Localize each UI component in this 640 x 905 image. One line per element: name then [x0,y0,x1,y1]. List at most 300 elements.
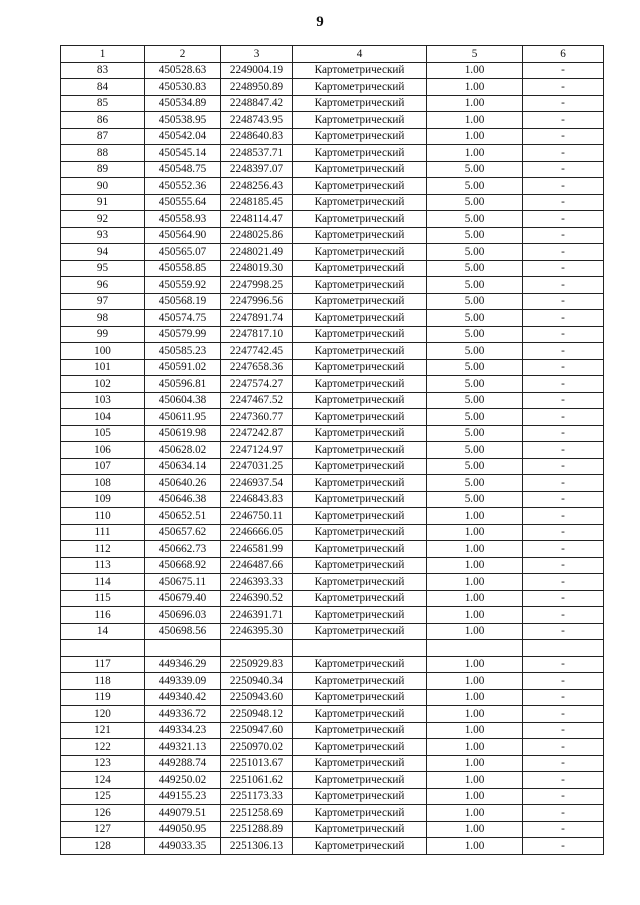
point-number-cell: 96 [61,277,145,294]
point-number-cell: 127 [61,821,145,838]
accuracy-cell: 1.00 [427,821,523,838]
x-coordinate-cell: 450528.63 [145,62,221,79]
note-cell: - [523,491,604,508]
x-coordinate-cell: 449336.72 [145,706,221,723]
table-row [61,739,604,756]
note-cell: - [523,62,604,79]
point-number-cell: 122 [61,739,145,756]
column-header: 2 [145,46,221,63]
note-cell: - [523,442,604,459]
x-coordinate-cell: 450538.95 [145,112,221,129]
note-cell: - [523,739,604,756]
accuracy-cell: 5.00 [427,211,523,228]
y-coordinate-cell: 2246750.11 [221,508,293,525]
y-coordinate-cell: 2247242.87 [221,425,293,442]
accuracy-cell: 5.00 [427,178,523,195]
point-number-cell: 104 [61,409,145,426]
note-cell: - [523,326,604,343]
y-coordinate-cell: 2248847.42 [221,95,293,112]
method-cell: Картометрический [293,739,427,756]
accuracy-cell: 5.00 [427,376,523,393]
point-number-cell: 101 [61,359,145,376]
table-row [61,722,604,739]
method-cell: Картометрический [293,178,427,195]
accuracy-cell: 5.00 [427,161,523,178]
x-coordinate-cell: 449250.02 [145,772,221,789]
accuracy-cell: 1.00 [427,574,523,591]
method-cell: Картометрический [293,607,427,624]
x-coordinate-cell: 450591.02 [145,359,221,376]
column-header: 1 [61,46,145,63]
note-cell: - [523,359,604,376]
point-number-cell: 110 [61,508,145,525]
method-cell: Картометрический [293,755,427,772]
note-cell [523,640,604,657]
method-cell: Картометрический [293,293,427,310]
table-row [61,293,604,310]
point-number-cell: 119 [61,689,145,706]
y-coordinate-cell: 2246395.30 [221,623,293,640]
accuracy-cell: 1.00 [427,623,523,640]
note-cell: - [523,128,604,145]
method-cell: Картометрический [293,95,427,112]
note-cell: - [523,755,604,772]
note-cell: - [523,343,604,360]
column-header: 4 [293,46,427,63]
method-cell: Картометрический [293,128,427,145]
y-coordinate-cell: 2247360.77 [221,409,293,426]
table-row [61,211,604,228]
method-cell: Картометрический [293,541,427,558]
x-coordinate-cell: 450545.14 [145,145,221,162]
accuracy-cell: 1.00 [427,755,523,772]
note-cell: - [523,508,604,525]
accuracy-cell: 1.00 [427,557,523,574]
y-coordinate-cell: 2250947.60 [221,722,293,739]
point-number-cell: 128 [61,838,145,855]
accuracy-cell: 1.00 [427,838,523,855]
x-coordinate-cell: 450558.85 [145,260,221,277]
note-cell: - [523,623,604,640]
table-row [61,689,604,706]
y-coordinate-cell: 2248185.45 [221,194,293,211]
point-number-cell: 99 [61,326,145,343]
column-header: 3 [221,46,293,63]
table-row [61,112,604,129]
point-number-cell: 123 [61,755,145,772]
method-cell: Картометрический [293,590,427,607]
y-coordinate-cell: 2248025.86 [221,227,293,244]
note-cell: - [523,95,604,112]
table-row [61,310,604,327]
table-row [61,409,604,426]
method-cell: Картометрический [293,821,427,838]
accuracy-cell: 1.00 [427,607,523,624]
point-number-cell: 105 [61,425,145,442]
method-cell: Картометрический [293,623,427,640]
y-coordinate-cell: 2246390.52 [221,590,293,607]
point-number-cell: 126 [61,805,145,822]
note-cell: - [523,805,604,822]
note-cell: - [523,310,604,327]
point-number-cell: 108 [61,475,145,492]
accuracy-cell: 5.00 [427,458,523,475]
accuracy-cell: 5.00 [427,244,523,261]
x-coordinate-cell: 450559.92 [145,277,221,294]
accuracy-cell: 5.00 [427,310,523,327]
note-cell: - [523,211,604,228]
table-row [61,343,604,360]
method-cell: Картометрический [293,161,427,178]
table-row [61,260,604,277]
y-coordinate-cell: 2251306.13 [221,838,293,855]
x-coordinate-cell: 450698.56 [145,623,221,640]
coordinates-table [60,45,604,855]
note-cell: - [523,293,604,310]
accuracy-cell: 1.00 [427,62,523,79]
y-coordinate-cell: 2250948.12 [221,706,293,723]
y-coordinate-cell: 2248537.71 [221,145,293,162]
note-cell: - [523,788,604,805]
method-cell: Картометрический [293,79,427,96]
x-coordinate-cell: 450640.26 [145,475,221,492]
x-coordinate-cell: 450696.03 [145,607,221,624]
column-header: 6 [523,46,604,63]
accuracy-cell: 5.00 [427,442,523,459]
method-cell: Картометрический [293,838,427,855]
x-coordinate-cell: 450579.99 [145,326,221,343]
x-coordinate-cell: 450574.75 [145,310,221,327]
note-cell: - [523,772,604,789]
accuracy-cell: 5.00 [427,475,523,492]
x-coordinate-cell: 449334.23 [145,722,221,739]
y-coordinate-cell: 2248397.07 [221,161,293,178]
point-number-cell: 125 [61,788,145,805]
point-number-cell: 85 [61,95,145,112]
point-number-cell: 94 [61,244,145,261]
accuracy-cell: 5.00 [427,409,523,426]
table-row [61,541,604,558]
note-cell: - [523,590,604,607]
accuracy-cell: 1.00 [427,541,523,558]
note-cell: - [523,541,604,558]
table-row [61,772,604,789]
method-cell: Картометрический [293,376,427,393]
accuracy-cell: 1.00 [427,788,523,805]
method-cell: Картометрический [293,805,427,822]
method-cell [293,640,427,657]
y-coordinate-cell: 2246666.05 [221,524,293,541]
method-cell: Картометрический [293,788,427,805]
point-number-cell: 92 [61,211,145,228]
y-coordinate-cell: 2250929.83 [221,656,293,673]
point-number-cell: 95 [61,260,145,277]
point-number-cell: 84 [61,79,145,96]
y-coordinate-cell: 2250943.60 [221,689,293,706]
note-cell: - [523,524,604,541]
table-row [61,458,604,475]
method-cell: Картометрический [293,277,427,294]
table-row [61,194,604,211]
y-coordinate-cell: 2248743.95 [221,112,293,129]
note-cell: - [523,161,604,178]
method-cell: Картометрический [293,491,427,508]
table-row [61,475,604,492]
method-cell: Картометрический [293,409,427,426]
column-header: 5 [427,46,523,63]
table-row [61,491,604,508]
accuracy-cell: 1.00 [427,673,523,690]
method-cell: Картометрический [293,557,427,574]
accuracy-cell: 1.00 [427,722,523,739]
accuracy-cell: 5.00 [427,277,523,294]
y-coordinate-cell: 2250940.34 [221,673,293,690]
x-coordinate-cell: 449050.95 [145,821,221,838]
point-number-cell [61,640,145,657]
y-coordinate-cell: 2247996.56 [221,293,293,310]
accuracy-cell: 1.00 [427,128,523,145]
y-coordinate-cell: 2248640.83 [221,128,293,145]
note-cell: - [523,112,604,129]
point-number-cell: 103 [61,392,145,409]
point-number-cell: 90 [61,178,145,195]
page-number: 9 [316,14,324,30]
accuracy-cell: 1.00 [427,508,523,525]
x-coordinate-cell: 450679.40 [145,590,221,607]
note-cell: - [523,244,604,261]
y-coordinate-cell: 2248019.30 [221,260,293,277]
accuracy-cell: 5.00 [427,359,523,376]
y-coordinate-cell: 2246487.66 [221,557,293,574]
table-row [61,656,604,673]
table-body [61,62,604,854]
method-cell: Картометрический [293,425,427,442]
y-coordinate-cell: 2246937.54 [221,475,293,492]
y-coordinate-cell: 2248950.89 [221,79,293,96]
point-number-cell: 83 [61,62,145,79]
point-number-cell: 114 [61,574,145,591]
method-cell: Картометрический [293,326,427,343]
note-cell: - [523,557,604,574]
y-coordinate-cell: 2248021.49 [221,244,293,261]
point-number-cell: 120 [61,706,145,723]
note-cell: - [523,706,604,723]
accuracy-cell: 1.00 [427,524,523,541]
x-coordinate-cell: 450619.98 [145,425,221,442]
table-row [61,326,604,343]
x-coordinate-cell: 450558.93 [145,211,221,228]
x-coordinate-cell: 449033.35 [145,838,221,855]
note-cell: - [523,178,604,195]
method-cell: Картометрический [293,442,427,459]
point-number-cell: 112 [61,541,145,558]
note-cell: - [523,376,604,393]
x-coordinate-cell: 450542.04 [145,128,221,145]
method-cell: Картометрический [293,310,427,327]
point-number-cell: 88 [61,145,145,162]
y-coordinate-cell: 2246393.33 [221,574,293,591]
table-row [61,755,604,772]
y-coordinate-cell: 2251013.67 [221,755,293,772]
x-coordinate-cell: 450668.92 [145,557,221,574]
x-coordinate-cell: 450646.38 [145,491,221,508]
table-row [61,62,604,79]
x-coordinate-cell: 450564.90 [145,227,221,244]
table-row [61,359,604,376]
x-coordinate-cell: 450565.07 [145,244,221,261]
point-number-cell: 109 [61,491,145,508]
method-cell: Картометрический [293,260,427,277]
table-row [61,95,604,112]
y-coordinate-cell: 2247658.36 [221,359,293,376]
x-coordinate-cell: 449339.09 [145,673,221,690]
method-cell: Картометрический [293,458,427,475]
x-coordinate-cell: 450657.62 [145,524,221,541]
accuracy-cell: 5.00 [427,227,523,244]
table-row [61,590,604,607]
y-coordinate-cell: 2249004.19 [221,62,293,79]
y-coordinate-cell: 2247574.27 [221,376,293,393]
method-cell: Картометрический [293,689,427,706]
accuracy-cell: 5.00 [427,326,523,343]
note-cell: - [523,607,604,624]
method-cell: Картометрический [293,772,427,789]
table-row [61,79,604,96]
table-row [61,640,604,657]
note-cell: - [523,656,604,673]
method-cell: Картометрический [293,194,427,211]
point-number-cell: 113 [61,557,145,574]
accuracy-cell: 1.00 [427,706,523,723]
y-coordinate-cell: 2247891.74 [221,310,293,327]
table-row [61,623,604,640]
method-cell: Картометрический [293,706,427,723]
point-number-cell: 14 [61,623,145,640]
point-number-cell: 100 [61,343,145,360]
x-coordinate-cell: 449346.29 [145,656,221,673]
table-row [61,425,604,442]
accuracy-cell: 1.00 [427,79,523,96]
accuracy-cell: 1.00 [427,145,523,162]
y-coordinate-cell: 2251173.33 [221,788,293,805]
table-header-row [61,46,604,63]
accuracy-cell: 1.00 [427,689,523,706]
y-coordinate-cell: 2250970.02 [221,739,293,756]
x-coordinate-cell: 450611.95 [145,409,221,426]
note-cell: - [523,673,604,690]
method-cell: Картометрический [293,722,427,739]
note-cell: - [523,838,604,855]
y-coordinate-cell: 2248256.43 [221,178,293,195]
point-number-cell: 124 [61,772,145,789]
note-cell: - [523,79,604,96]
x-coordinate-cell: 450675.11 [145,574,221,591]
x-coordinate-cell: 450585.23 [145,343,221,360]
x-coordinate-cell: 450604.38 [145,392,221,409]
point-number-cell: 106 [61,442,145,459]
point-number-cell: 107 [61,458,145,475]
accuracy-cell: 5.00 [427,260,523,277]
point-number-cell: 121 [61,722,145,739]
accuracy-cell [427,640,523,657]
method-cell: Картометрический [293,112,427,129]
point-number-cell: 87 [61,128,145,145]
table-row [61,161,604,178]
y-coordinate-cell: 2247817.10 [221,326,293,343]
note-cell: - [523,458,604,475]
accuracy-cell: 1.00 [427,656,523,673]
accuracy-cell: 5.00 [427,293,523,310]
accuracy-cell: 1.00 [427,112,523,129]
x-coordinate-cell: 449288.74 [145,755,221,772]
note-cell: - [523,475,604,492]
y-coordinate-cell: 2247031.25 [221,458,293,475]
point-number-cell: 91 [61,194,145,211]
y-coordinate-cell: 2247742.45 [221,343,293,360]
note-cell: - [523,409,604,426]
accuracy-cell: 1.00 [427,590,523,607]
y-coordinate-cell: 2246391.71 [221,607,293,624]
point-number-cell: 97 [61,293,145,310]
accuracy-cell: 1.00 [427,772,523,789]
accuracy-cell: 1.00 [427,805,523,822]
note-cell: - [523,574,604,591]
y-coordinate-cell [221,640,293,657]
accuracy-cell: 5.00 [427,343,523,360]
point-number-cell: 93 [61,227,145,244]
table-row [61,788,604,805]
method-cell: Картометрический [293,244,427,261]
table-row [61,607,604,624]
note-cell: - [523,689,604,706]
point-number-cell: 86 [61,112,145,129]
point-number-cell: 102 [61,376,145,393]
y-coordinate-cell: 2251258.69 [221,805,293,822]
note-cell: - [523,821,604,838]
y-coordinate-cell: 2247467.52 [221,392,293,409]
method-cell: Картометрический [293,62,427,79]
table-row [61,557,604,574]
point-number-cell: 116 [61,607,145,624]
method-cell: Картометрический [293,508,427,525]
method-cell: Картометрический [293,524,427,541]
x-coordinate-cell [145,640,221,657]
note-cell: - [523,260,604,277]
method-cell: Картометрический [293,359,427,376]
x-coordinate-cell: 449155.23 [145,788,221,805]
table-row [61,128,604,145]
x-coordinate-cell: 450555.64 [145,194,221,211]
point-number-cell: 111 [61,524,145,541]
method-cell: Картометрический [293,227,427,244]
x-coordinate-cell: 450548.75 [145,161,221,178]
method-cell: Картометрический [293,392,427,409]
point-number-cell: 89 [61,161,145,178]
table-row [61,838,604,855]
accuracy-cell: 5.00 [427,425,523,442]
x-coordinate-cell: 450628.02 [145,442,221,459]
note-cell: - [523,277,604,294]
x-coordinate-cell: 450652.51 [145,508,221,525]
note-cell: - [523,194,604,211]
table-row [61,524,604,541]
table-row [61,145,604,162]
point-number-cell: 117 [61,656,145,673]
x-coordinate-cell: 450568.19 [145,293,221,310]
table-row [61,376,604,393]
accuracy-cell: 1.00 [427,739,523,756]
table-row [61,178,604,195]
